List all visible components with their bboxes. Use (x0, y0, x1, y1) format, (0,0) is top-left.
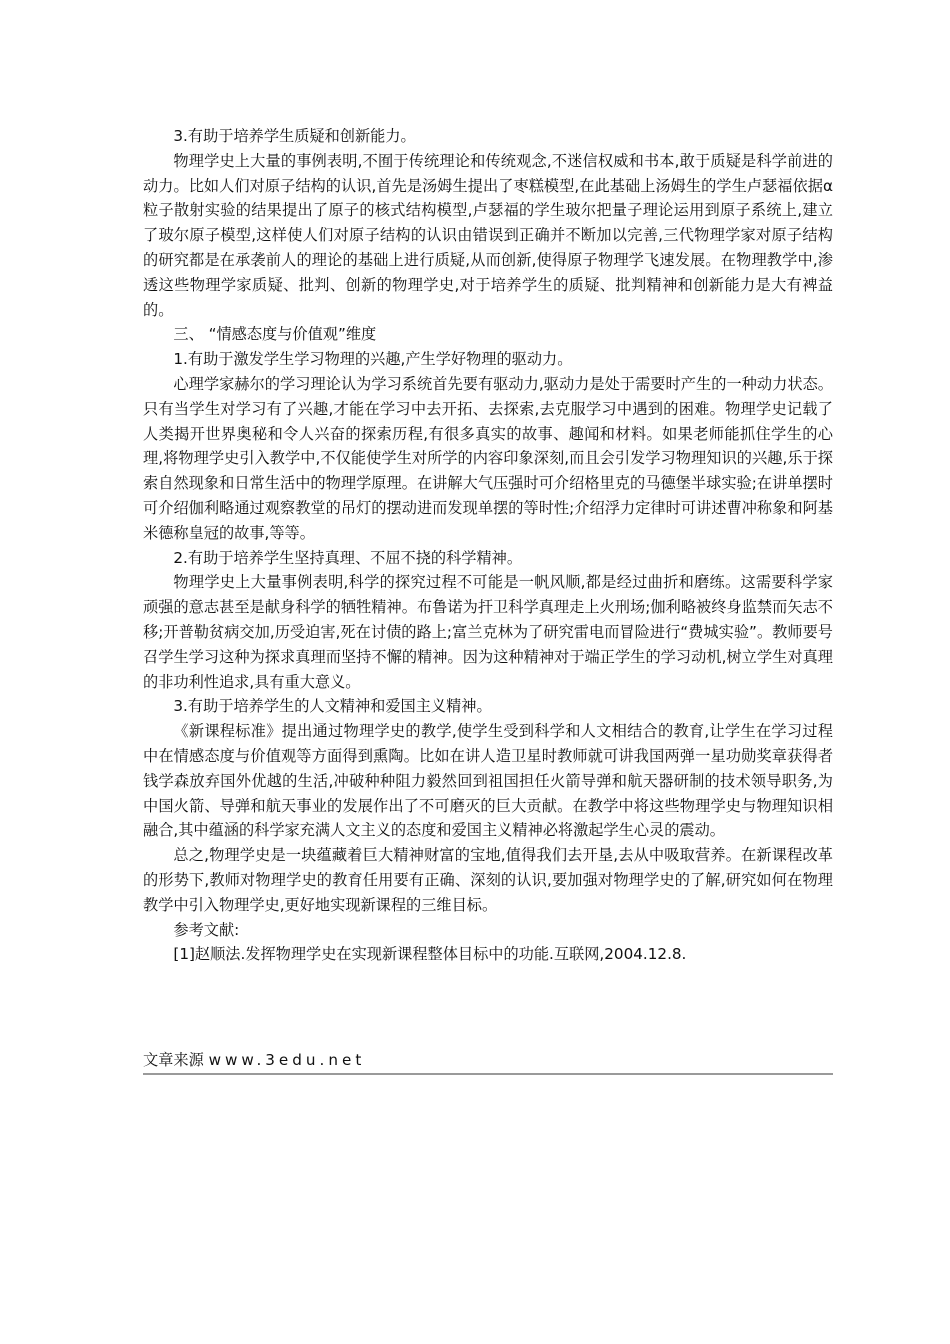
references-heading: 参考文献: (173, 920, 240, 939)
paragraph-atomic-structure: 物理学史上大量的事例表明,不囿于传统理论和传统观念,不迷信权威和书本,敢于质疑是科学前进的动力。比如人们对原子结构的认识,首先是汤姆生提出了枣糕模型,在此基础上汤姆生的学生卢瑟福依据α粒子散射实验的结果提出了原子的核式结构模型,卢瑟福的学生玻尔把量子理论运用到原子系统上,建立了玻尔原子模型,这样使人们对原子结构的认识由错误到正确并不断加以完善,三代物理学家对原子结构的研究都是在承袭前人的理论的基础上进行质疑,从而创新,使得原子物理学飞速发展。在物理教学中,渗透这些物理学家质疑、批判、创新的物理学史,对于培养学生的质疑、批判精神和创新能力是大有裨益的。 (143, 151, 833, 319)
article-body (143, 124, 833, 967)
subheading-truth-spirit: 2.有助于培养学生坚持真理、不屈不挠的科学精神。 (173, 548, 523, 567)
article-source-footer (143, 1048, 833, 1075)
section-heading-questioning: 3.有助于培养学生质疑和创新能力。 (173, 127, 416, 145)
reference-item-1: [1]赵顺法.发挥物理学史在实现新课程整体目标中的功能.互联网,2004.12.8. (173, 945, 687, 964)
paragraph-drive-theory: 心理学家赫尔的学习理论认为学习系统首先要有驱动力,驱动力是处于需要时产生的一种动力状态。只有当学生对学习有了兴趣,才能在学习中去开拓、去探索,去克服学习中遇到的困难。物理学史记载了人类揭开世界奥秘和令人兴奋的探索历程,有很多真实的故事、趣闻和材料。如果老师能抓住学生的心理,将物理学史引入教学中,不仅能使学生对所学的内容印象深刻,而且会引发学习物理知识的兴趣,乐于探索自然现象和日常生活中的物理学原理。在讲解大气压强时可介绍格里克的马德堡半球实验;在讲单摆时可介绍伽利略通过观察教堂的吊灯的摆动进而发现单摆的等时性;介绍浮力定律时可讲述曹冲称象和阿基米德称皇冠的故事,等等。 (143, 374, 833, 542)
subheading-interest: 1.有助于激发学生学习物理的兴趣,产生学好物理的驱动力。 (173, 350, 573, 369)
paragraph-conclusion: 总之,物理学史是一块蕴藏着巨大精神财富的宝地,值得我们去开垦,去从中吸取营养。在新课程改革的形势下,教师对物理学史的教育任用要有正确、深刻的认识,要加强对物理学史的了解,研究如何在物理教学中引入物理学史,更好地实现新课程的三维目标。 (143, 846, 833, 914)
section-heading-emotion-values: 三、 “情感态度与价值观”维度 (173, 325, 377, 344)
source-site: www.3edu.net (208, 1051, 366, 1069)
subheading-humanistic-patriotism: 3.有助于培养学生的人文精神和爱国主义精神。 (173, 697, 492, 716)
paragraph-new-curriculum: 《新课程标准》提出通过物理学史的教学,使学生受到科学和人文相结合的教育,让学生在学习过程中在情感态度与价值观等方面得到熏陶。比如在讲人造卫星时教师就可讲我国两弹一星功勋奖章获得者钱学森放弃国外优越的生活,冲破种种阻力毅然回到祖国担任火箭导弹和航天器研制的技术领导职务,为中国火箭、导弹和航天事业的发展作出了不可磨灭的巨大贡献。在教学中将这些物理学史与物理知识相融合,其中蕴涵的科学家充满人文主义的态度和爱国主义精神必将激起学生心灵的震动。 (143, 722, 833, 840)
paragraph-scientist-examples: 物理学史上大量事例表明,科学的探究过程不可能是一帆风顺,都是经过曲折和磨练。这需要科学家顽强的意志甚至是献身科学的牺牲精神。布鲁诺为扞卫科学真理走上火刑场;伽利略被终身监禁而矢志不移;开普勒贫病交加,历受迫害,死在讨债的路上;富兰克林为了研究雷电而冒险进行“费城实验”。教师要号召学生学习这种为探求真理而坚持不懈的精神。因为这种精神对于端正学生的学习动机,树立学生对真理的非功利性追求,具有重大意义。 (143, 573, 833, 691)
source-label: 文章来源 (143, 1051, 204, 1069)
